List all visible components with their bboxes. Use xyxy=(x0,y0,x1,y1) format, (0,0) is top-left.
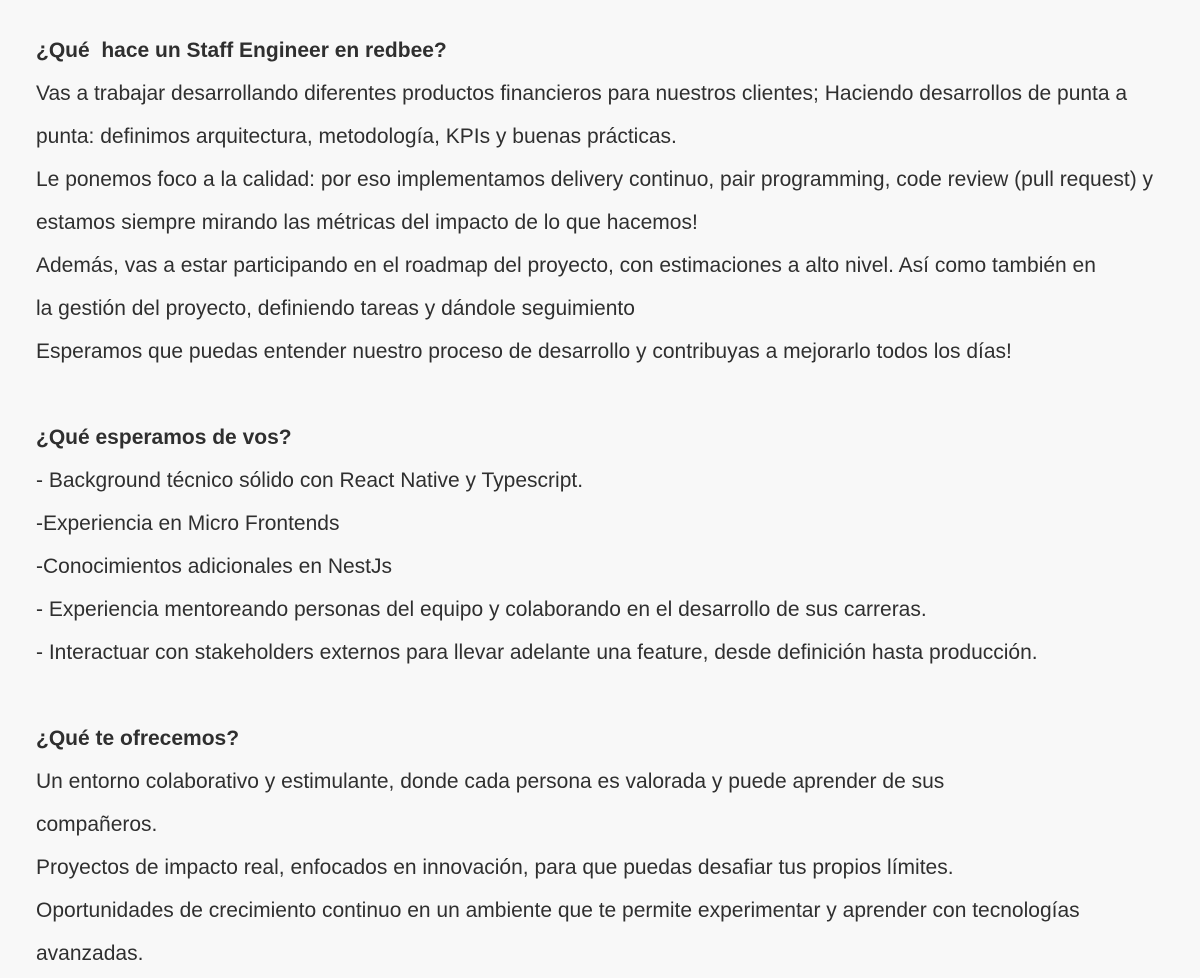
expectation-item: - Interactuar con stakeholders externos para llevar adelante una feature, desde definición hasta producción. xyxy=(36,641,1038,664)
role-paragraph-roadmap: Además, vas a estar participando en el roadmap del proyecto, con estimaciones a alto nivel. Así como también en la gestión del proyecto, definiendo tareas y dándole seguimiento xyxy=(36,254,1096,320)
section-staff-engineer-role xyxy=(36,29,1164,373)
role-paragraph-quality: Le ponemos foco a la calidad: por eso implementamos delivery continuo, pair programming, code review (pull request) y estamos siempre mirando las métricas del impacto de lo que hacemos! xyxy=(36,168,1154,234)
expectation-item: - Background técnico sólido con React Native y Typescript. xyxy=(36,469,584,492)
expectation-item: - Experiencia mentoreando personas del equipo y colaborando en el desarrollo de sus carreras. xyxy=(36,598,927,621)
section-offer xyxy=(36,717,1164,975)
section-expectations xyxy=(36,416,1164,674)
section-heading: ¿Qué esperamos de vos? xyxy=(36,426,292,449)
role-paragraph-products: Vas a trabajar desarrollando diferentes productos financieros para nuestros clientes; Haciendo desarrollos de punta a punta: definimos arquitectura, metodología, KPIs y buenas prácticas. xyxy=(36,82,1128,148)
offer-item-environment: Un entorno colaborativo y estimulante, donde cada persona es valorada y puede aprender de sus compañeros. xyxy=(36,770,945,836)
section-heading: ¿Qué te ofrecemos? xyxy=(36,727,240,750)
role-paragraph-process: Esperamos que puedas entender nuestro proceso de desarrollo y contribuyas a mejorarlo todos los días! xyxy=(36,340,1012,363)
offer-item-growth: Oportunidades de crecimiento continuo en un ambiente que te permite experimentar y aprender con tecnologías avanzadas. xyxy=(36,899,1080,965)
expectation-item: -Experiencia en Micro Frontends xyxy=(36,512,340,535)
expectation-item: -Conocimientos adicionales en NestJs xyxy=(36,555,393,578)
offer-item-projects: Proyectos de impacto real, enfocados en innovación, para que puedas desafiar tus propios límites. xyxy=(36,856,954,879)
section-heading: ¿Qué hace un Staff Engineer en redbee? xyxy=(36,39,447,62)
